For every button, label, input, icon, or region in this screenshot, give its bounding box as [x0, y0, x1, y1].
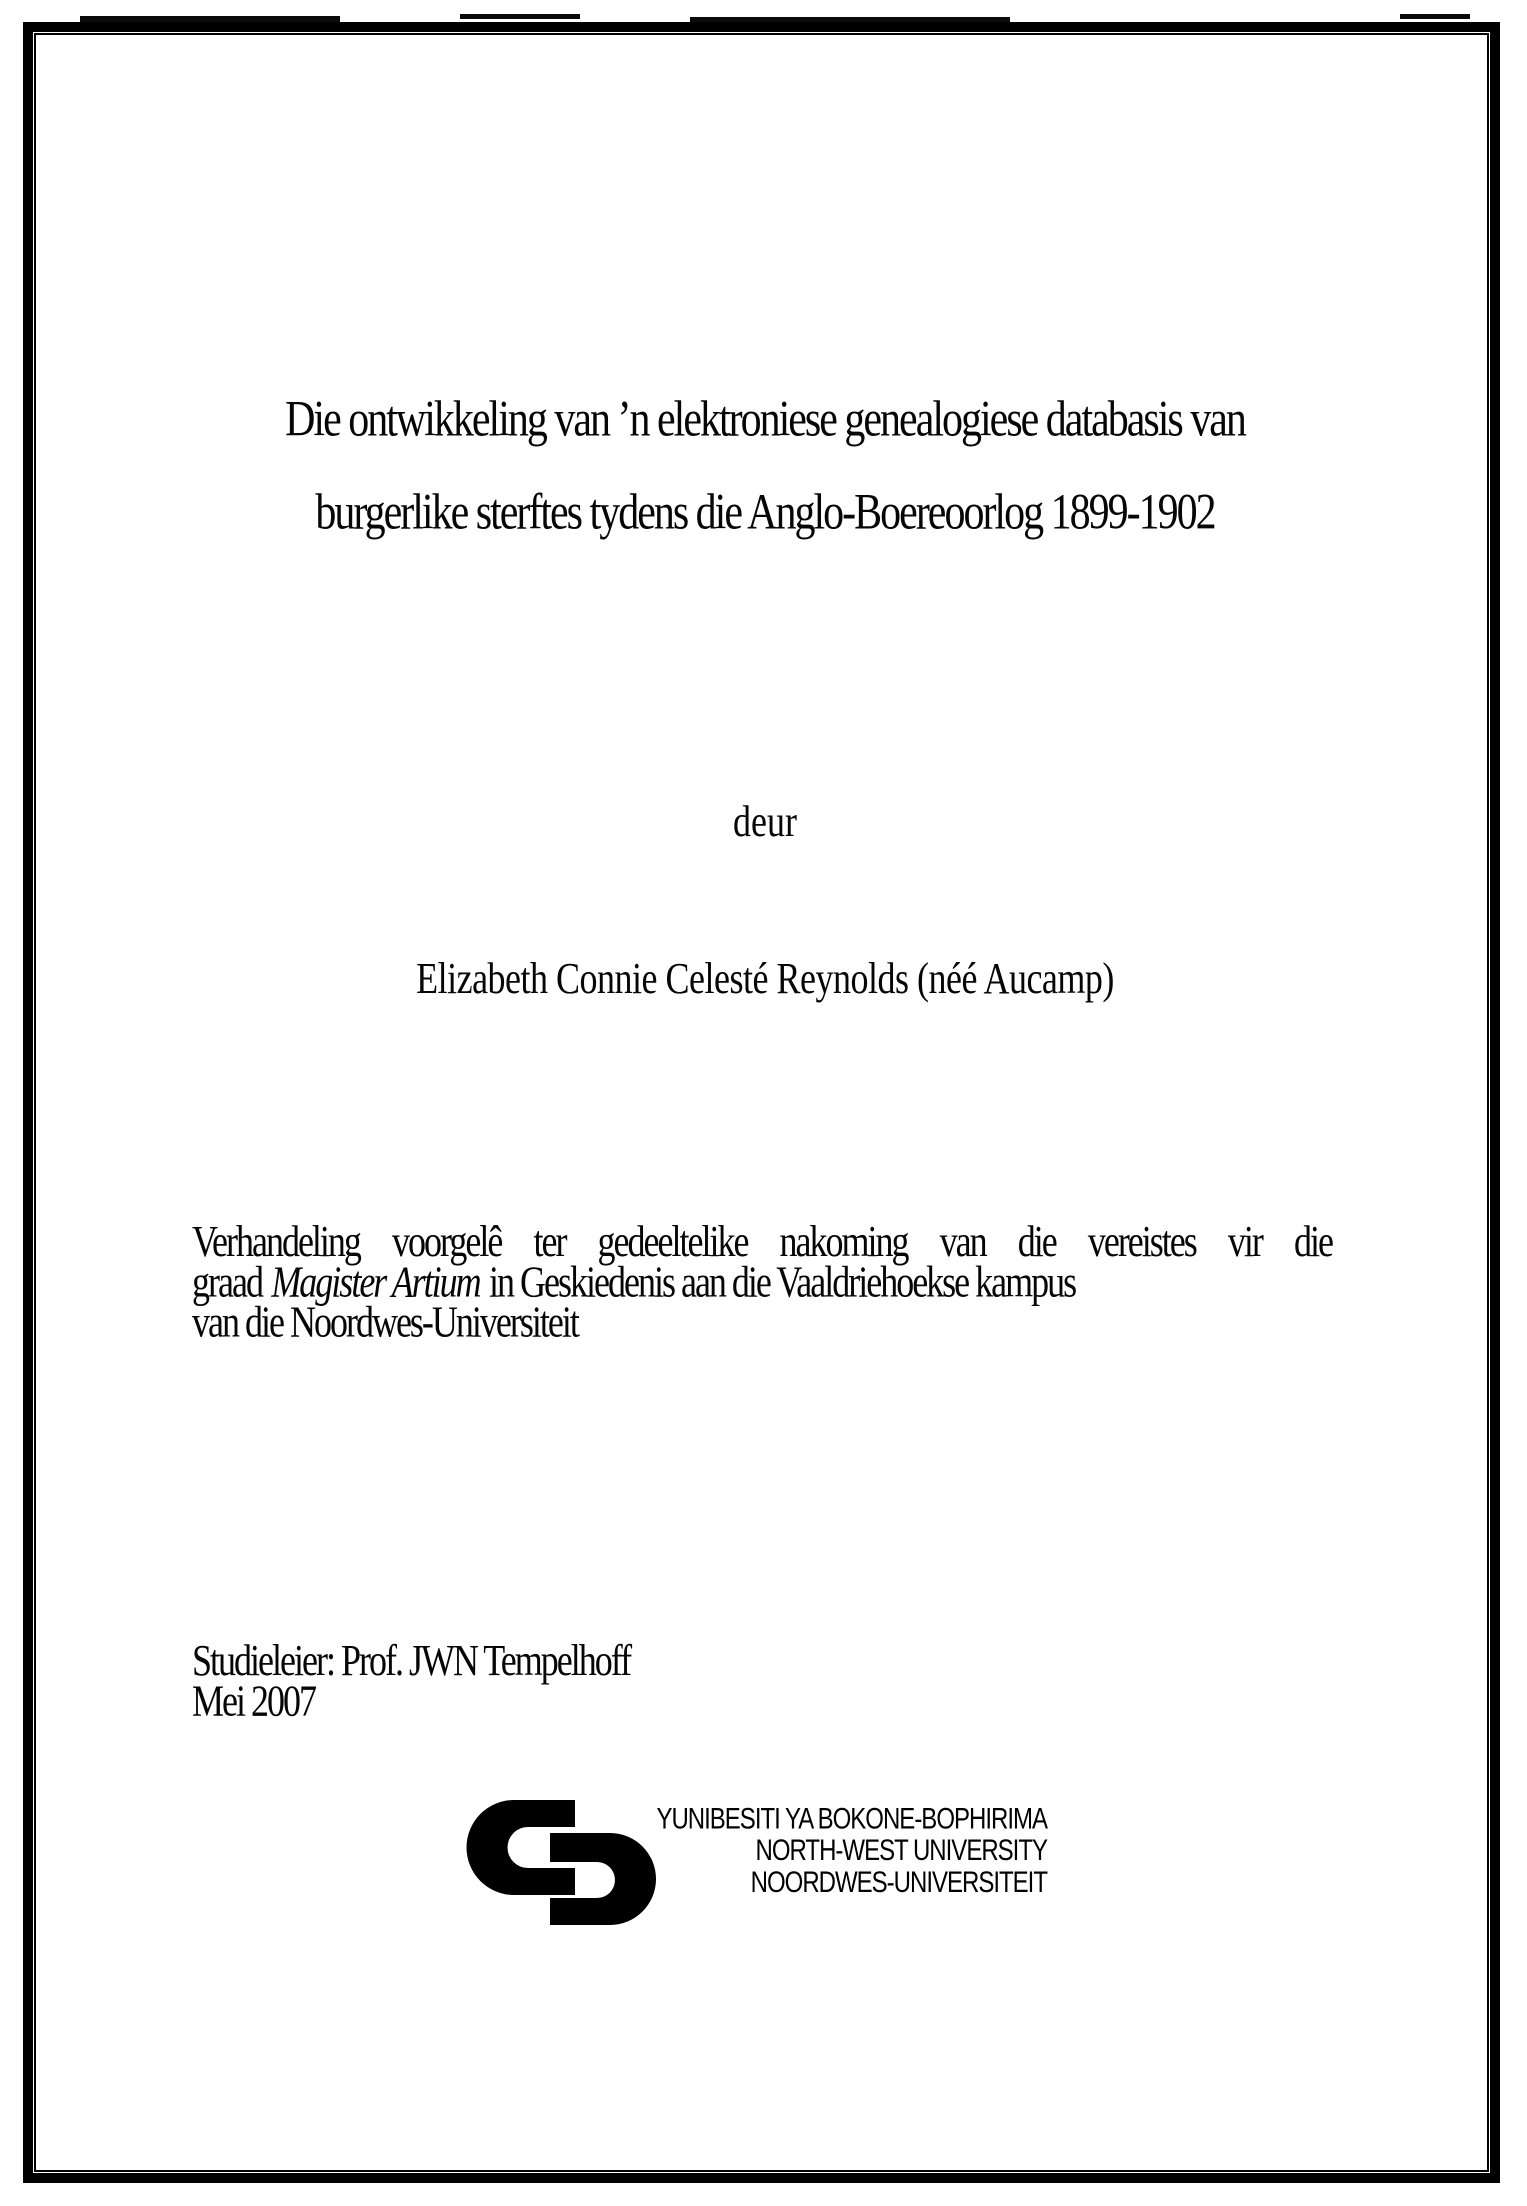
supervisor-line: Studieleier: Prof. JWN Tempelhoff — [192, 1636, 631, 1685]
scan-artifact — [460, 14, 580, 19]
supervisor-block — [192, 1636, 631, 1726]
thesis-title — [190, 382, 1340, 550]
title-line-2: burgerlike sterftes tydens die Anglo-Boereoorlog 1899-1902 — [315, 484, 1215, 541]
statement-line-2-post: in Geskiedenis aan die Vaaldriehoekse kampus — [489, 1257, 1076, 1307]
author-name: Elizabeth Connie Celesté Reynolds (néé Aucamp) — [416, 954, 1114, 1003]
logo-text-line-english: NORTH-WEST UNIVERSITY — [755, 1834, 1047, 1868]
date-line: Mei 2007 — [192, 1676, 315, 1726]
byline-deur: deur — [733, 797, 797, 846]
submission-statement — [192, 1217, 1332, 1347]
degree-name-italic: Magister Artium — [271, 1257, 480, 1307]
logo-text-line-setswana: YUNIBESITI YA BOKONE-BOPHIRIMA — [656, 1802, 1047, 1836]
statement-line-1: Verhandeling voorgelê ter gedeeltelike nakoming van die vereistes vir die — [192, 1217, 1332, 1266]
statement-line-2 — [192, 1257, 1332, 1307]
logo-text-line-afrikaans: NOORDWES-UNIVERSITEIT — [750, 1866, 1047, 1900]
scan-artifact — [1400, 14, 1470, 19]
logo-text — [562, 1804, 1047, 1899]
statement-line-3: van die Noordwes-Universiteit — [192, 1297, 578, 1347]
title-line-1: Die ontwikkeling van ’n elektroniese genealogiese databasis van — [285, 391, 1245, 448]
statement-line-2-pre: graad — [192, 1257, 262, 1307]
